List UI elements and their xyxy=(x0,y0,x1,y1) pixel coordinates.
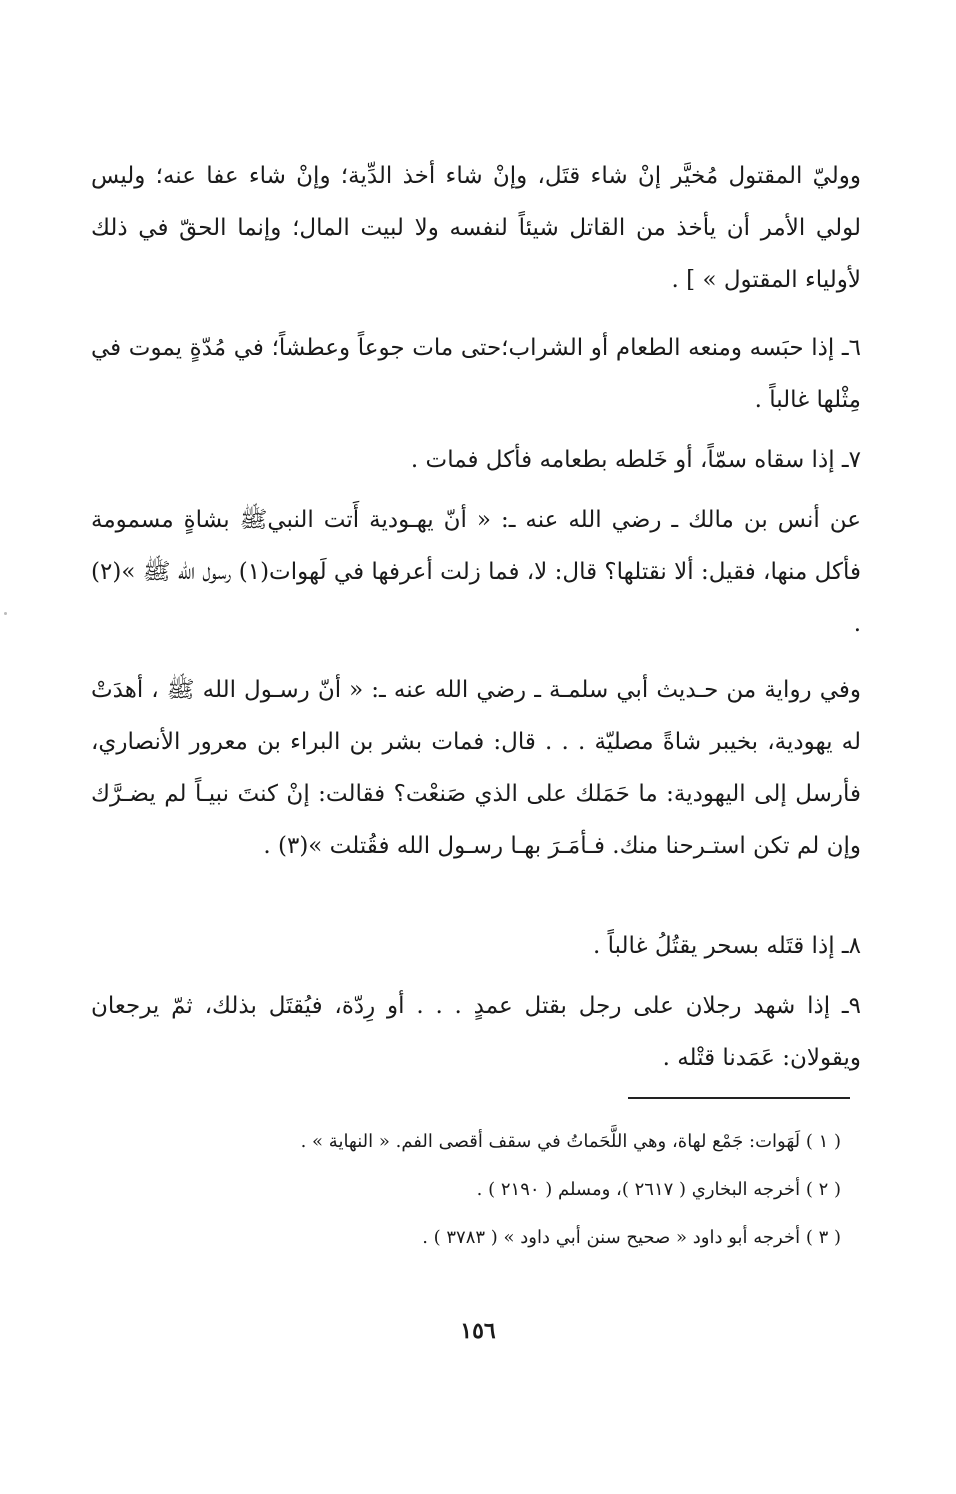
paragraph-text: وفي رواية من حـديث أبي سلمـة ـ رضي الله عنه ـ: « أنّ رسـول الله ﷺ ، أهدَتْ له يهودية، بخيبر شاةً مصليّة . . . قال: فمات بشر بن البراء بن معرور الأنصاري، فأرسل إلى اليهودية: ما حَمَلك على الذي صَنعْت؟ فقالت: إنْ كنتَ نبيـاً لم يضـرَّك وإن لم تكن استـرحنا منك. فـأمَـرَ بهـا رسـول الله فقُتلت »(٣) . xyxy=(91,677,861,859)
paragraph-item-6 xyxy=(91,322,861,426)
paragraph-text: عن أنس بن مالك ـ رضي الله عنه ـ: « أنّ يهـودية أَتت النبيﷺ بشاةٍ مسمومة فأكل منها، فقيل: ألا نقتلها؟ قال: لا، فما زلت أعرفها في لَهوات(١) رسول الله ﷺ »(٢) . xyxy=(91,507,861,637)
paragraph-item-9 xyxy=(91,980,861,1084)
paragraph-text: ٨ـ إذا قتَله بسحر يقتُلُ غالباً . xyxy=(592,933,861,959)
footnote-2: ( ٢ ) أخرجه البخاري ( ٢٦١٧ )، ومسلم ( ٢١٩٠ ) . xyxy=(476,1179,841,1200)
paragraph-hadith-anas xyxy=(91,494,861,650)
footnotes-section xyxy=(141,1118,841,1262)
footnote-divider xyxy=(628,1097,850,1099)
paragraph-text: ٩ـ إذا شهد رجلان على رجل بقتل عمدٍ . . . أو رِدّة، فيُقتَل بذلك، ثمّ يرجعان ويقولان: عَمَدنا قتْله . xyxy=(91,993,861,1071)
paragraph-text: ٧ـ إذا سقاه سمّاً، أو خَلطه بطعامه فأكل فمات . xyxy=(410,447,861,473)
paragraph-item-7 xyxy=(91,434,861,486)
footnote-3: ( ٣ ) أخرجه أبو داود « صحيح سنن أبي داود » ( ٣٧٨٣ ) . xyxy=(422,1227,841,1248)
paragraph-text: ٦ـ إذا حبَسه ومنعه الطعام أو الشراب؛حتى مات جوعاً وعطشاً؛ في مُدّةٍ يموت في مِثْلها غالباً . xyxy=(91,335,861,413)
scan-speck xyxy=(4,612,7,615)
footnote-1: ( ١ ) لَهَوات: جَمْع لهاة، وهي اللَّحَماتُ في سقف أقصى الفم. « النهاية » . xyxy=(300,1131,841,1152)
paragraph-text: ووليّ المقتول مُخيَّر إنْ شاء قتَل، وإنْ شاء أخذ الدِّية؛ وإنْ شاء عفا عنه؛ وليس لولي الأمر أن يأخذ من القاتل شيئاً لنفسه ولا لبيت المال؛ وإنما الحقّ في ذلك لأولياء المقتول » ] . xyxy=(91,163,861,293)
paragraph-hadith-abu-salama xyxy=(91,664,861,872)
page-number: ١٥٦ xyxy=(460,1318,496,1344)
paragraph-item-8 xyxy=(91,920,861,972)
paragraph-guardian-choice xyxy=(91,150,861,306)
